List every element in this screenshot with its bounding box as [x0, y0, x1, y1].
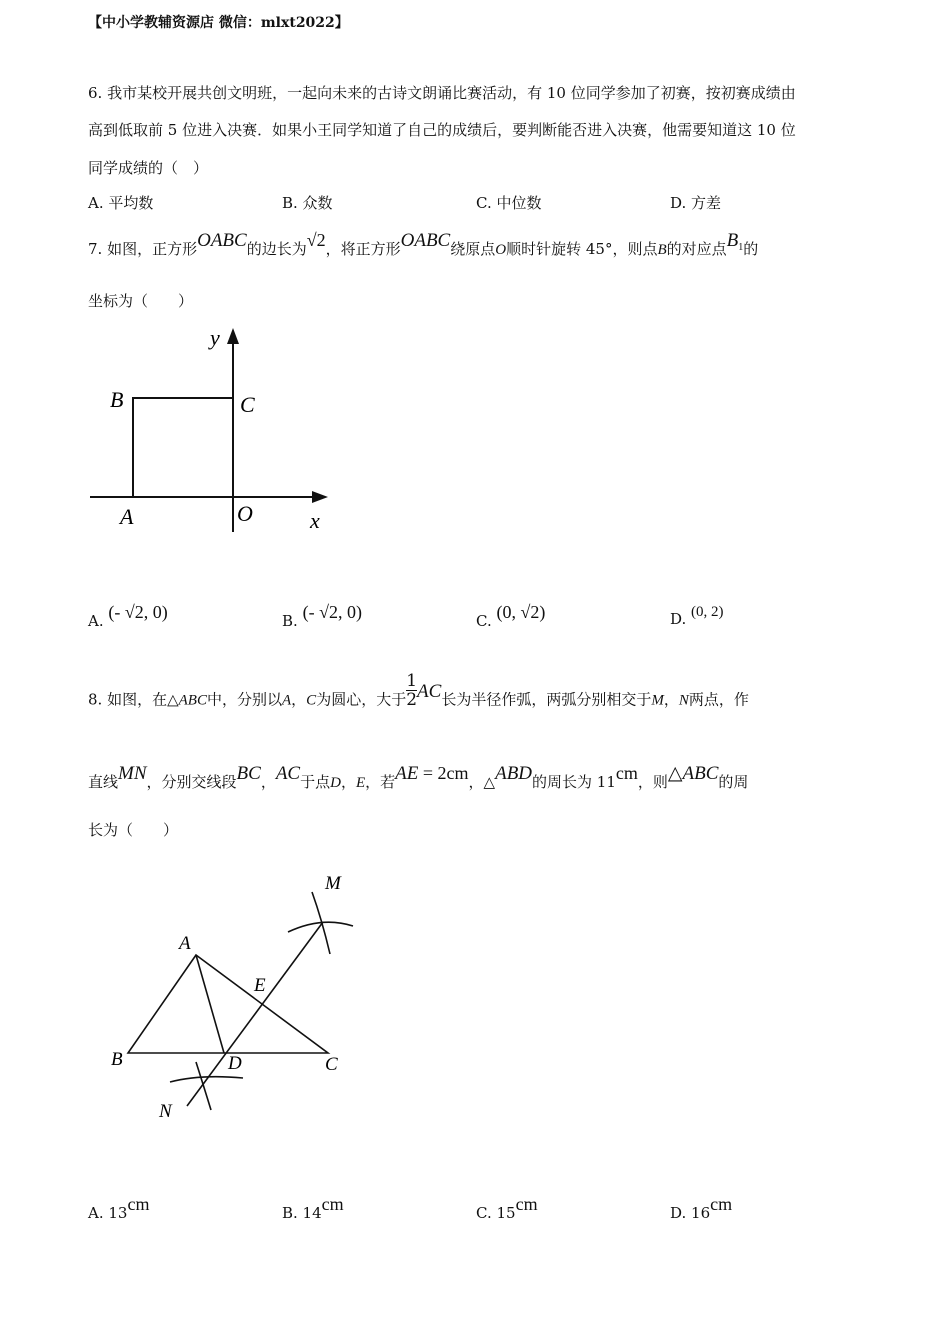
q6-option-b: B. 众数: [282, 194, 333, 212]
label-A: A: [120, 504, 134, 529]
math-sqrt2: √2: [306, 230, 326, 250]
q8-option-a: A. 13cm: [88, 1194, 150, 1222]
q7-option-d: D. (0, 2): [670, 604, 724, 628]
q8-option-b: B. 14cm: [282, 1194, 344, 1222]
q8-option-c: C. 15cm: [476, 1194, 538, 1222]
q7-option-c: C. (0, √2): [476, 602, 546, 630]
segment-ad: [196, 955, 224, 1053]
label-y: y: [210, 325, 220, 350]
x-axis-arrow: [312, 491, 328, 503]
label-B: B: [110, 387, 124, 412]
line-mn: [187, 922, 323, 1106]
q6-line-3: 同学成绩的（ ）: [88, 159, 209, 177]
q7-figure-coordinate-square: [80, 318, 340, 543]
triangle-abc: [128, 955, 328, 1053]
q8-line-1: 8. 如图，在△ABC中，分别以A，C为圆心，大于 $\frac{1}{2}$ AC长为半径作弧，两弧分别相交于M，N两点，作: [88, 671, 749, 710]
q7-line-1: 7. 如图，正方形OABC的边长为√2，将正方形OABC绕原点O顺时针旋转 45°，则点B的对应点$B_1$的: [88, 230, 759, 258]
q7-option-a: A. (- √2, 0): [88, 602, 168, 630]
q7-line-2: 坐标为（ ）: [88, 292, 194, 310]
label-C: C: [325, 1054, 338, 1075]
q6-line-2: 高到低取前 5 位进入决赛．如果小王同学知道了自己的成绩后，要判断能否进入决赛，他需要知道这 10 位: [88, 121, 796, 139]
fraction-one-half: $\frac{1}{2}$: [406, 671, 418, 710]
label-B: B: [111, 1049, 123, 1070]
q7-option-b: B. (- √2, 0): [282, 602, 362, 630]
q6-option-d: D. 方差: [670, 194, 722, 212]
label-N: N: [159, 1101, 172, 1122]
square-sides: [133, 398, 233, 497]
arc-m-1: [288, 922, 353, 932]
header-banner: 【中小学教辅资源店 微信：mlxt2022】: [88, 15, 349, 31]
label-E: E: [254, 975, 266, 996]
label-A: A: [179, 933, 191, 954]
q6-option-c: C. 中位数: [476, 194, 542, 212]
math-oabc: OABC: [197, 230, 247, 251]
q8-figure-triangle-construction: [100, 860, 370, 1125]
q8-line-3: 长为（ ）: [88, 821, 179, 839]
label-x: x: [310, 508, 320, 533]
label-O: O: [237, 501, 253, 526]
label-C: C: [240, 392, 255, 417]
math-oabc-2: OABC: [400, 230, 451, 251]
arc-n-2: [196, 1062, 211, 1110]
q6-option-a: A. 平均数: [88, 194, 154, 212]
y-axis-arrow: [227, 328, 239, 344]
label-D: D: [228, 1053, 242, 1074]
label-M: M: [325, 873, 341, 894]
q8-line-2: 直线MN，分别交线段BC，AC于点D，E，若AE = 2cm，△ABD的周长为 11cm，则△ABC的周: [88, 763, 749, 791]
math-b1: $B_1$: [726, 230, 744, 253]
q6-line-1: 6. 我市某校开展共创文明班，一起向未来的古诗文朗诵比赛活动，有 10 位同学参加了初赛，按初赛成绩由: [88, 84, 796, 102]
q8-option-d: D. 16cm: [670, 1194, 733, 1222]
